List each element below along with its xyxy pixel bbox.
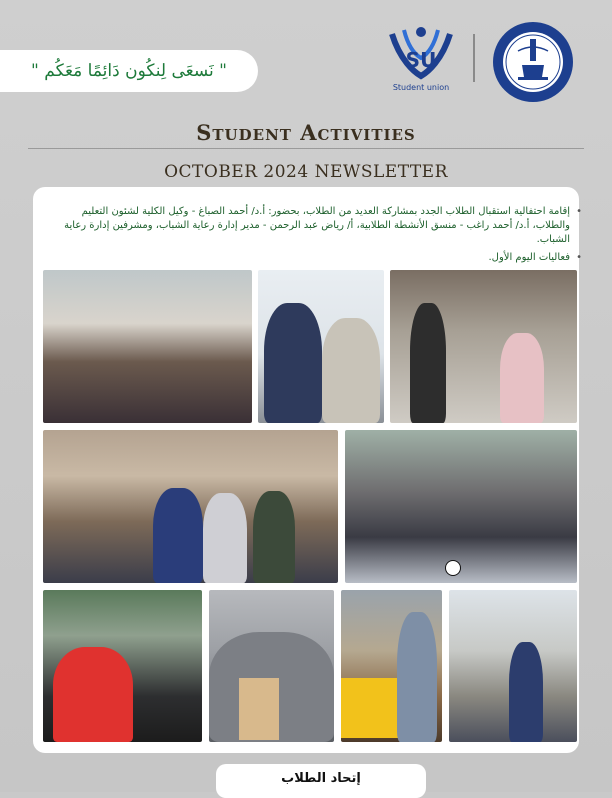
bullet-list (42, 205, 584, 269)
photo-students-games (390, 270, 577, 423)
footer-student-union: إتحاد الطلاب (216, 764, 426, 798)
photo-group-staff (43, 430, 338, 583)
page-title: Student Activities (196, 120, 416, 145)
photo-jenga (209, 590, 334, 742)
photo-audience-seating (449, 590, 577, 742)
faculty-of-engineering-seal (492, 21, 574, 103)
newsletter-subtitle: OCTOBER 2024 NEWSLETTER (164, 162, 448, 182)
bullet-item: • فعاليات اليوم الأول. (42, 251, 570, 265)
title-divider (28, 148, 584, 149)
logo-divider (473, 34, 475, 82)
photo-connect-four (341, 590, 442, 742)
photo-board-game (43, 590, 202, 742)
slogan-banner: " نَسعَى لِنكُون دَائِمًا مَعَكُم " (0, 50, 258, 92)
photo-crowd-courtyard (43, 270, 252, 423)
photo-handshake (258, 270, 384, 423)
bullet-item: • إقامة احتفالية استقبال الطلاب الجدد بمشاركة العديد من الطلاب، بحضور: أ.د/ أحمد الصباغ - وكيل الكلية لشئون التعليم والطلاب، أ.د/ أحمد راغب - منسق الأنشطة الطلابية، أ/ رياض عبد الرحمن - مدير إدارة رعاية الشباب، ومشرفين إدارة رعاية الشباب. (42, 205, 570, 247)
photo-football-crowd (345, 430, 577, 583)
student-union-logo-letters: SU (405, 48, 437, 72)
student-union-logo (380, 20, 462, 102)
student-union-logo-caption: Student union (392, 83, 450, 92)
